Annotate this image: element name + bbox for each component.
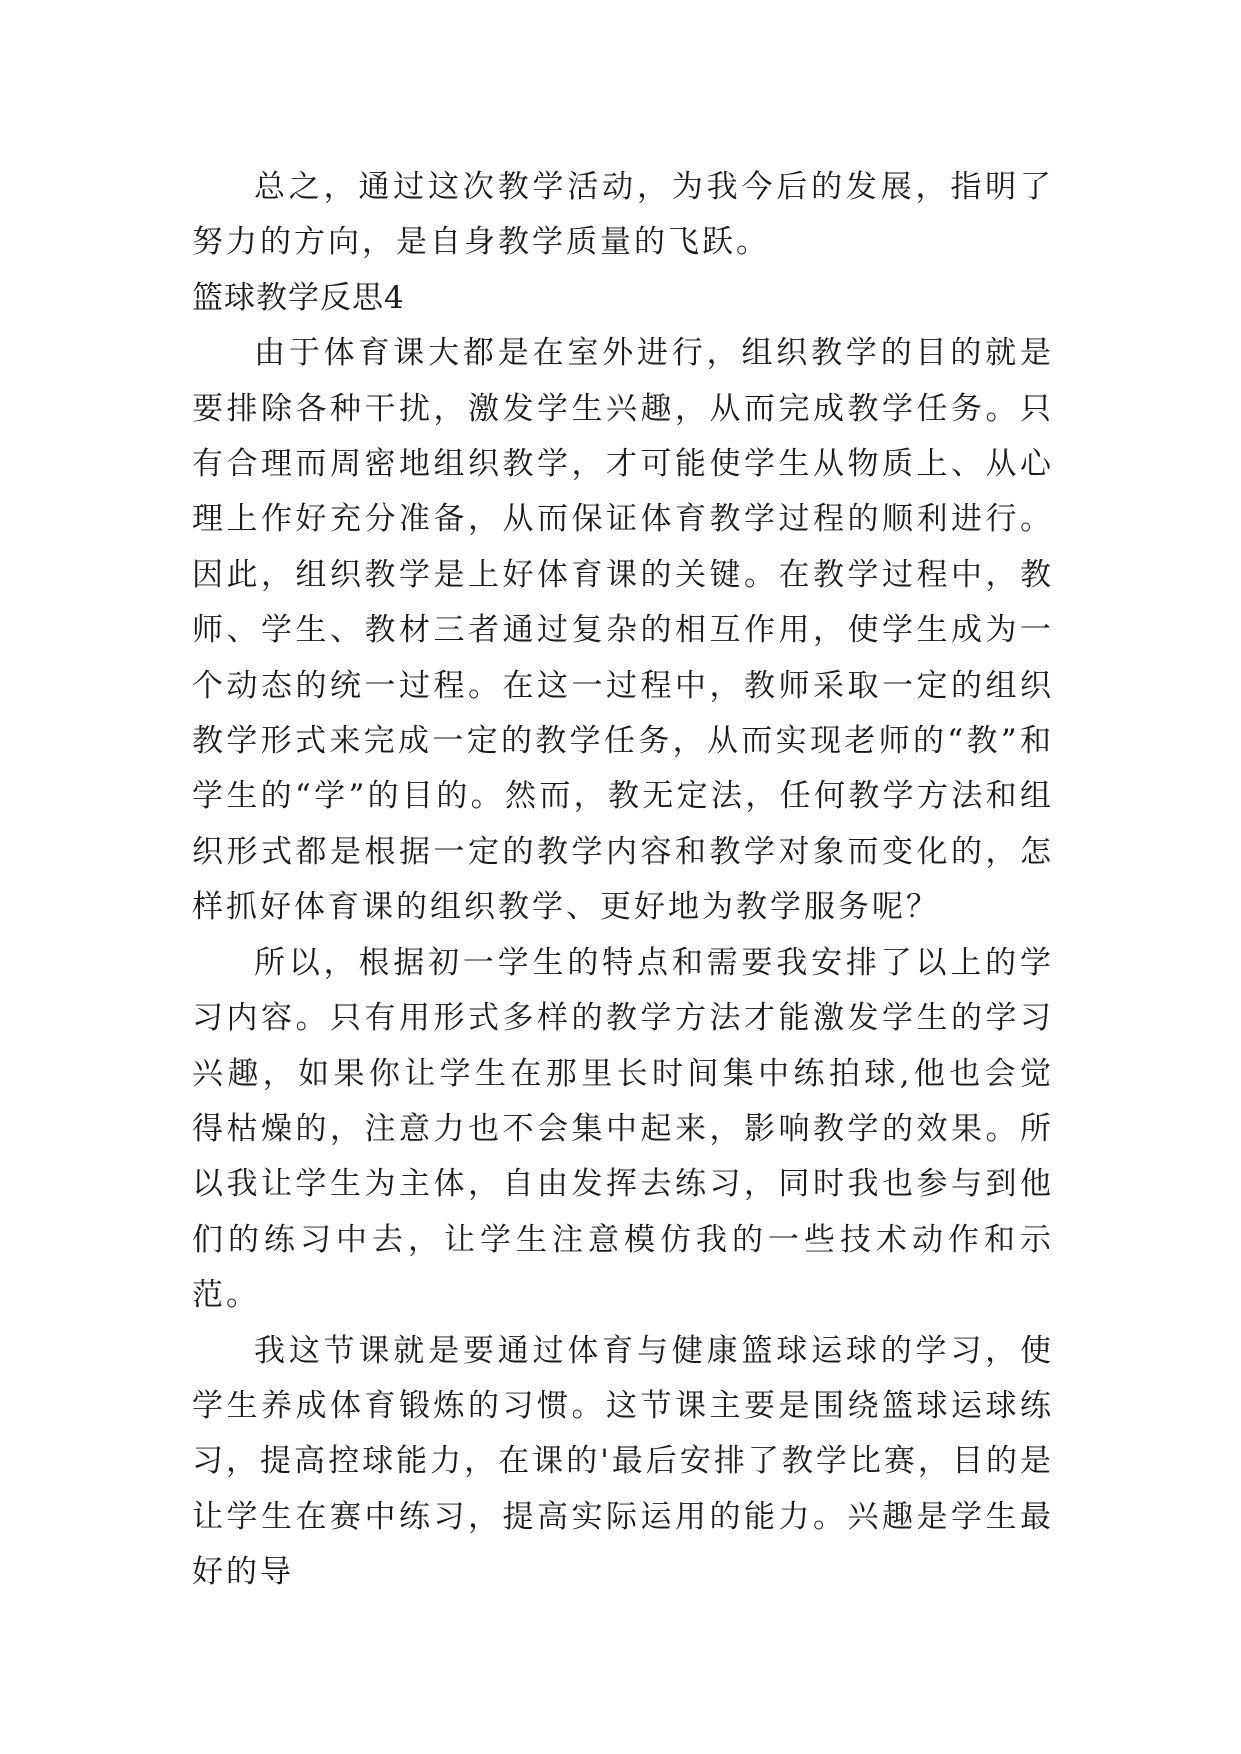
document-body xyxy=(192,160,1054,1601)
paragraph-content-arrangement: 所以，根据初一学生的特点和需要我安排了以上的学习内容。只有用形式多样的教学方法才能激发学生的学习兴趣，如果你让学生在那里长时间集中练拍球,他也会觉得枯燥的，注意力也不会集中起来，影响教学的效果。所以我让学生为主体，自由发挥去练习，同时我也参与到他们的练习中去，让学生注意模仿我的一些技术动作和示范。 xyxy=(192,944,1054,1314)
paragraph-conclusion: 总之，通过这次教学活动，为我今后的发展，指明了努力的方向，是自身教学质量的飞跃。 xyxy=(192,169,1054,261)
paragraph-organization: 由于体育课大都是在室外进行，组织教学的目的就是要排除各种干扰，激发学生兴趣，从而完成教学任务。只有合理而周密地组织教学，才可能使学生从物质上、从心理上作好充分准备，从而保证体育教学过程的顺利进行。因此，组织教学是上好体育课的关键。在教学过程中，教师、学生、教材三者通过复杂的相互作用，使学生成为一个动态的统一过程。在这一过程中，教师采取一定的组织教学形式来完成一定的教学任务，从而实现老师的“教”和学生的“学”的目的。然而，教无定法，任何教学方法和组织形式都是根据一定的教学内容和教学对象而变化的，怎样抓好体育课的组织教学、更好地为教学服务呢？ xyxy=(192,335,1054,926)
paragraph-lesson-goal: 我这节课就是要通过体育与健康篮球运球的学习，使学生养成体育锻炼的习惯。这节课主要是围绕篮球运球练习，提高控球能力，在课的'最后安排了教学比赛，目的是让学生在赛中练习，提高实际运用的能力。兴趣是学生最好的导 xyxy=(192,1332,1054,1591)
section-heading: 篮球教学反思4 xyxy=(192,279,405,316)
